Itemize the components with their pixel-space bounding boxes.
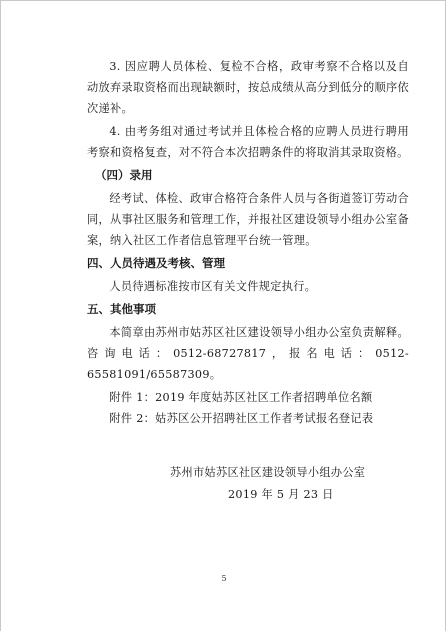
- paragraph-contact: 本简章由苏州市姑苏区社区建设领导小组办公室负责解释。咨询电话：0512-68727817，报名电话：0512-65581091/65587309。: [87, 326, 409, 381]
- document-body: [87, 56, 409, 429]
- signature-block: [170, 462, 400, 506]
- paragraph-item-3: 3. 因应聘人员体检、复检不合格，政审考察不合格以及自动放弃录取资格而出现缺额时，按总成绩从高分到低分的顺序依次递补。: [87, 60, 409, 115]
- paragraph-hire: 经考试、体检、政审合格符合条件人员与各街道签订劳动合同，从事社区服务和管理工作，并报社区建设领导小组办公室备案，纳入社区工作者信息管理平台统一管理。: [87, 192, 409, 247]
- section-heading-other: 五、其他事项: [87, 302, 156, 316]
- attachment-2: 附件 2：姑苏区公开招聘社区工作者考试报名登记表: [109, 412, 374, 425]
- signature-date: 2019 年 5 月 23 日: [228, 488, 334, 501]
- paragraph-treatment: 人员待遇标准按市区有关文件规定执行。: [109, 280, 317, 293]
- attachment-1: 附件 1：2019 年度姑苏区社区工作者招聘单位名额: [109, 391, 373, 404]
- paragraph-item-4: 4. 由考务组对通过考试并且体检合格的应聘人员进行聘用考察和资格复查，对不符合本次招聘条件的将取消其录取资格。: [87, 125, 409, 159]
- page-number: 5: [221, 574, 227, 583]
- section-heading-hire: （四）录用: [95, 168, 153, 182]
- section-heading-treatment: 四、人员待遇及考核、管理: [87, 256, 225, 270]
- signature-organization: 苏州市姑苏区社区建设领导小组办公室: [170, 466, 366, 479]
